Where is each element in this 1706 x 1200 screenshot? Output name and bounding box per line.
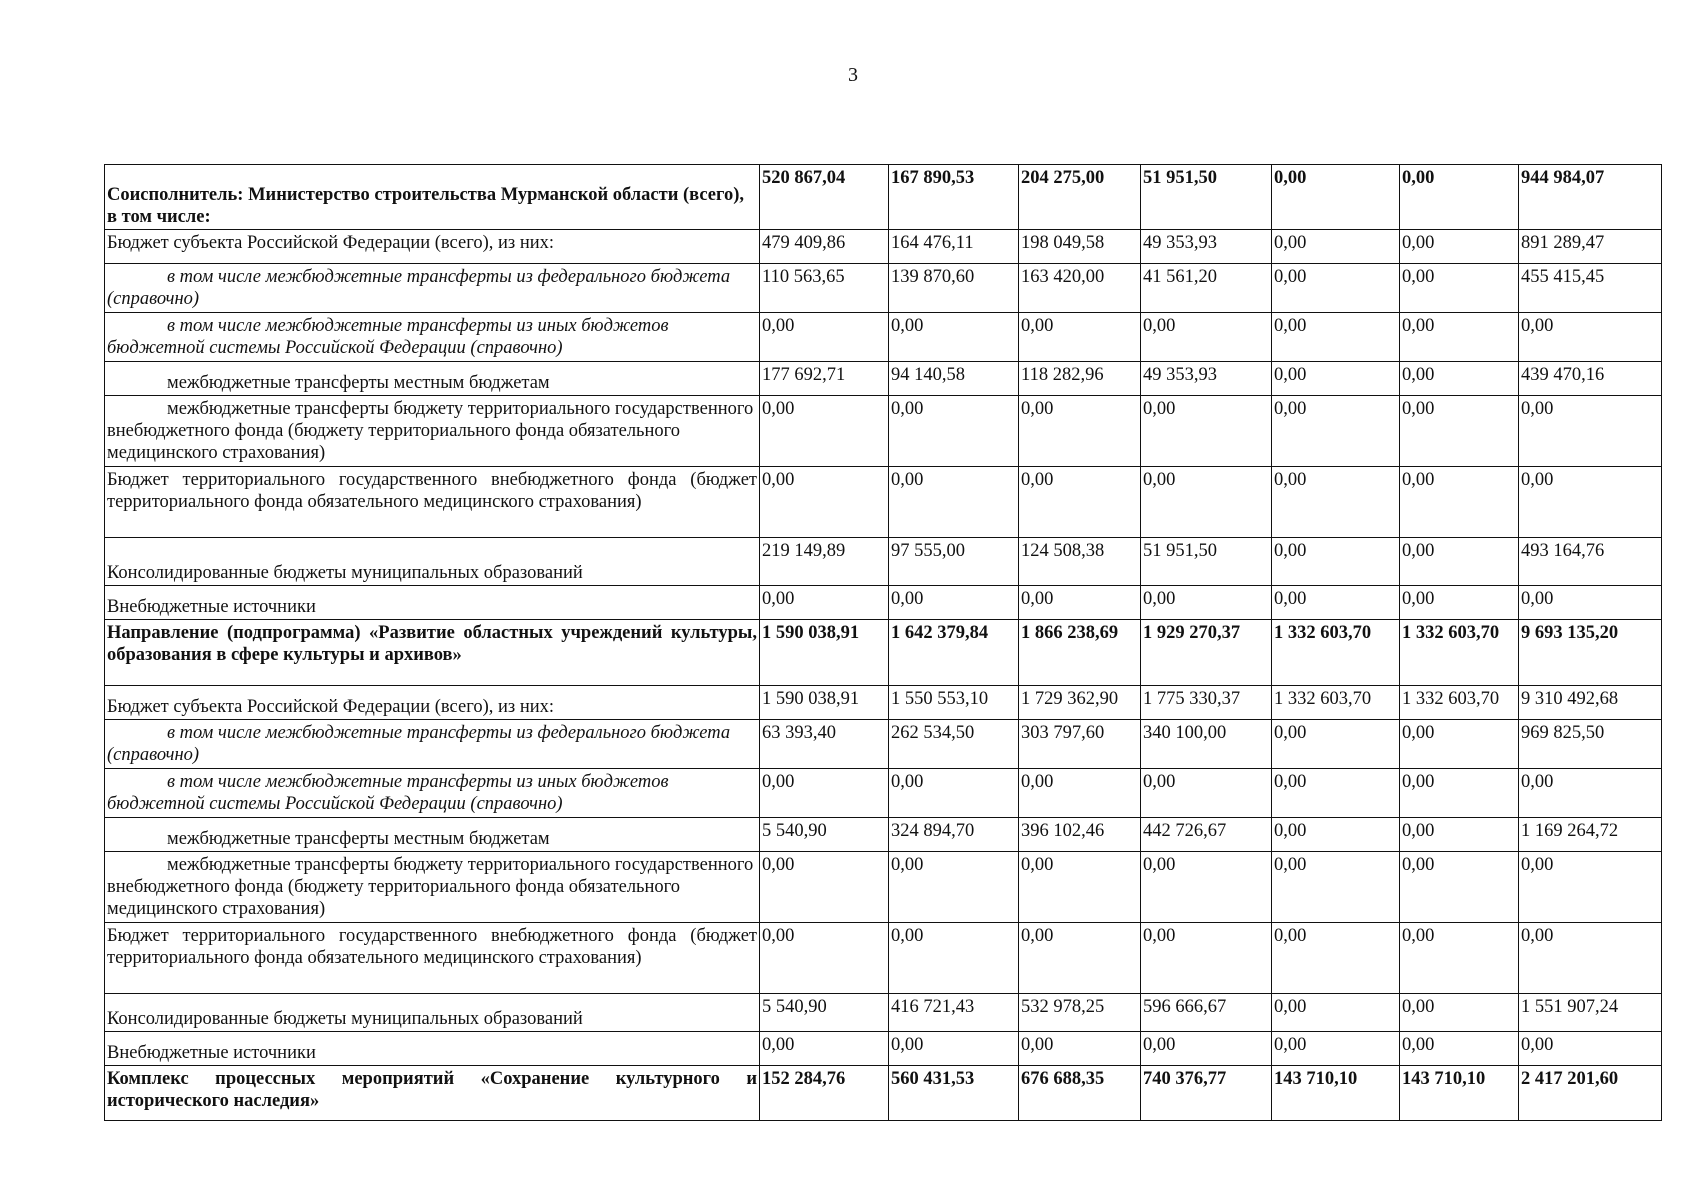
- value-cell: 204 275,00: [1019, 165, 1141, 230]
- value-cell: 0,00: [1019, 313, 1141, 362]
- value-cell: 0,00: [1272, 230, 1400, 264]
- value-cell: 0,00: [1400, 467, 1519, 538]
- value-cell: 0,00: [1400, 264, 1519, 313]
- row-label: Внебюджетные источники: [105, 1032, 760, 1066]
- value-cell: 0,00: [1400, 538, 1519, 586]
- row-label: Бюджет субъекта Российской Федерации (всего), из них:: [105, 686, 760, 720]
- value-cell: 0,00: [1400, 720, 1519, 769]
- value-cell: 49 353,93: [1141, 230, 1272, 264]
- value-cell: 303 797,60: [1019, 720, 1141, 769]
- value-cell: 139 870,60: [889, 264, 1019, 313]
- value-cell: 5 540,90: [760, 818, 889, 852]
- value-cell: 0,00: [1272, 923, 1400, 994]
- value-cell: 0,00: [1519, 467, 1662, 538]
- value-cell: 0,00: [760, 923, 889, 994]
- value-cell: 442 726,67: [1141, 818, 1272, 852]
- value-cell: 0,00: [889, 396, 1019, 467]
- table-row: [105, 1032, 1662, 1066]
- value-cell: 0,00: [1400, 165, 1519, 230]
- value-cell: 0,00: [1019, 586, 1141, 620]
- table-row: [105, 769, 1662, 818]
- value-cell: 0,00: [1272, 264, 1400, 313]
- value-cell: 0,00: [1141, 467, 1272, 538]
- row-label: Бюджет территориального государственного внебюджетного фонда (бюджет территориального фонда обязательного медицинского страхования): [105, 467, 760, 538]
- row-label: Соисполнитель: Министерство строительства Мурманской области (всего), в том числе:: [105, 165, 760, 230]
- value-cell: 0,00: [889, 313, 1019, 362]
- table-row: [105, 818, 1662, 852]
- value-cell: 0,00: [1272, 362, 1400, 396]
- row-label: Консолидированные бюджеты муниципальных образований: [105, 994, 760, 1032]
- value-cell: 0,00: [1400, 362, 1519, 396]
- table-row: [105, 165, 1662, 230]
- value-cell: 51 951,50: [1141, 538, 1272, 586]
- value-cell: 1 332 603,70: [1400, 620, 1519, 686]
- value-cell: 891 289,47: [1519, 230, 1662, 264]
- value-cell: 9 310 492,68: [1519, 686, 1662, 720]
- value-cell: 1 550 553,10: [889, 686, 1019, 720]
- value-cell: 0,00: [1019, 769, 1141, 818]
- value-cell: 324 894,70: [889, 818, 1019, 852]
- value-cell: 163 420,00: [1019, 264, 1141, 313]
- value-cell: 9 693 135,20: [1519, 620, 1662, 686]
- value-cell: 0,00: [1141, 852, 1272, 923]
- value-cell: 969 825,50: [1519, 720, 1662, 769]
- value-cell: 0,00: [1141, 1032, 1272, 1066]
- value-cell: 1 169 264,72: [1519, 818, 1662, 852]
- value-cell: 532 978,25: [1019, 994, 1141, 1032]
- row-label: Консолидированные бюджеты муниципальных образований: [105, 538, 760, 586]
- row-label: Внебюджетные источники: [105, 586, 760, 620]
- value-cell: 0,00: [889, 1032, 1019, 1066]
- table-row: [105, 720, 1662, 769]
- value-cell: 164 476,11: [889, 230, 1019, 264]
- value-cell: 219 149,89: [760, 538, 889, 586]
- row-label: межбюджетные трансферты бюджету территориального государственного внебюджетного фонда (бюджету территориального фонда обязательного медицинского страхования): [105, 852, 760, 923]
- value-cell: 0,00: [1400, 313, 1519, 362]
- value-cell: 0,00: [1019, 852, 1141, 923]
- table-row: [105, 538, 1662, 586]
- value-cell: 63 393,40: [760, 720, 889, 769]
- value-cell: 0,00: [1141, 396, 1272, 467]
- value-cell: 2 417 201,60: [1519, 1066, 1662, 1121]
- value-cell: 0,00: [1272, 720, 1400, 769]
- value-cell: 396 102,46: [1019, 818, 1141, 852]
- table-row: [105, 852, 1662, 923]
- value-cell: 0,00: [760, 1032, 889, 1066]
- value-cell: 0,00: [1019, 1032, 1141, 1066]
- row-label: в том числе межбюджетные трансферты из федерального бюджета (справочно): [105, 264, 760, 313]
- value-cell: 0,00: [1272, 586, 1400, 620]
- value-cell: 1 590 038,91: [760, 620, 889, 686]
- value-cell: 0,00: [1519, 313, 1662, 362]
- value-cell: 0,00: [1519, 923, 1662, 994]
- value-cell: 0,00: [1400, 586, 1519, 620]
- value-cell: 560 431,53: [889, 1066, 1019, 1121]
- row-label: в том числе межбюджетные трансферты из иных бюджетов бюджетной системы Российской Федерации (справочно): [105, 769, 760, 818]
- table-row: [105, 362, 1662, 396]
- value-cell: 110 563,65: [760, 264, 889, 313]
- value-cell: 596 666,67: [1141, 994, 1272, 1032]
- value-cell: 0,00: [760, 769, 889, 818]
- table-row: [105, 586, 1662, 620]
- budget-table: [104, 164, 1662, 1121]
- row-label: Направление (подпрограмма) «Развитие областных учреждений культуры, образования в сфере культуры и архивов»: [105, 620, 760, 686]
- row-label: в том числе межбюджетные трансферты из федерального бюджета (справочно): [105, 720, 760, 769]
- value-cell: 49 353,93: [1141, 362, 1272, 396]
- value-cell: 97 555,00: [889, 538, 1019, 586]
- value-cell: 0,00: [1272, 994, 1400, 1032]
- value-cell: 0,00: [760, 852, 889, 923]
- value-cell: 479 409,86: [760, 230, 889, 264]
- value-cell: 0,00: [1519, 1032, 1662, 1066]
- value-cell: 0,00: [1519, 769, 1662, 818]
- value-cell: 0,00: [1272, 396, 1400, 467]
- value-cell: 676 688,35: [1019, 1066, 1141, 1121]
- value-cell: 0,00: [760, 586, 889, 620]
- value-cell: 1 332 603,70: [1272, 620, 1400, 686]
- value-cell: 177 692,71: [760, 362, 889, 396]
- value-cell: 493 164,76: [1519, 538, 1662, 586]
- row-label: в том числе межбюджетные трансферты из иных бюджетов бюджетной системы Российской Федерации (справочно): [105, 313, 760, 362]
- value-cell: 439 470,16: [1519, 362, 1662, 396]
- value-cell: 0,00: [889, 769, 1019, 818]
- value-cell: 0,00: [1141, 313, 1272, 362]
- value-cell: 0,00: [1519, 586, 1662, 620]
- value-cell: 455 415,45: [1519, 264, 1662, 313]
- value-cell: 0,00: [1272, 538, 1400, 586]
- value-cell: 740 376,77: [1141, 1066, 1272, 1121]
- value-cell: 0,00: [1019, 923, 1141, 994]
- value-cell: 0,00: [1272, 1032, 1400, 1066]
- value-cell: 0,00: [889, 852, 1019, 923]
- table-row: [105, 994, 1662, 1032]
- value-cell: 167 890,53: [889, 165, 1019, 230]
- row-label: межбюджетные трансферты бюджету территориального государственного внебюджетного фонда (бюджету территориального фонда обязательного медицинского страхования): [105, 396, 760, 467]
- value-cell: 94 140,58: [889, 362, 1019, 396]
- table-row: [105, 396, 1662, 467]
- value-cell: 1 929 270,37: [1141, 620, 1272, 686]
- value-cell: 0,00: [760, 396, 889, 467]
- value-cell: 0,00: [889, 586, 1019, 620]
- value-cell: 0,00: [1400, 923, 1519, 994]
- value-cell: 0,00: [1400, 769, 1519, 818]
- value-cell: 0,00: [1272, 769, 1400, 818]
- value-cell: 0,00: [1519, 396, 1662, 467]
- table-row: [105, 264, 1662, 313]
- value-cell: 0,00: [1141, 923, 1272, 994]
- row-label: межбюджетные трансферты местным бюджетам: [105, 362, 760, 396]
- value-cell: 0,00: [1019, 396, 1141, 467]
- value-cell: 41 561,20: [1141, 264, 1272, 313]
- value-cell: 5 540,90: [760, 994, 889, 1032]
- value-cell: 0,00: [889, 467, 1019, 538]
- value-cell: 0,00: [1141, 769, 1272, 818]
- value-cell: 152 284,76: [760, 1066, 889, 1121]
- row-label: Бюджет субъекта Российской Федерации (всего), из них:: [105, 230, 760, 264]
- value-cell: 0,00: [1272, 467, 1400, 538]
- value-cell: 1 590 038,91: [760, 686, 889, 720]
- value-cell: 0,00: [1400, 994, 1519, 1032]
- table-row: [105, 230, 1662, 264]
- value-cell: 1 775 330,37: [1141, 686, 1272, 720]
- value-cell: 51 951,50: [1141, 165, 1272, 230]
- budget-table-body: [105, 165, 1662, 1121]
- value-cell: 198 049,58: [1019, 230, 1141, 264]
- value-cell: 0,00: [1019, 467, 1141, 538]
- value-cell: 118 282,96: [1019, 362, 1141, 396]
- value-cell: 520 867,04: [760, 165, 889, 230]
- value-cell: 1 642 379,84: [889, 620, 1019, 686]
- table-row: [105, 686, 1662, 720]
- row-label: Комплекс процессных мероприятий «Сохранение культурного и исторического наследия»: [105, 1066, 760, 1121]
- value-cell: 124 508,38: [1019, 538, 1141, 586]
- value-cell: 0,00: [1400, 396, 1519, 467]
- table-row: [105, 1066, 1662, 1121]
- value-cell: 0,00: [760, 313, 889, 362]
- value-cell: 0,00: [1272, 165, 1400, 230]
- value-cell: 0,00: [1272, 313, 1400, 362]
- value-cell: 1 729 362,90: [1019, 686, 1141, 720]
- value-cell: 0,00: [1400, 852, 1519, 923]
- value-cell: 416 721,43: [889, 994, 1019, 1032]
- value-cell: 1 551 907,24: [1519, 994, 1662, 1032]
- value-cell: 1 332 603,70: [1272, 686, 1400, 720]
- page-number: 3: [848, 64, 858, 86]
- value-cell: 0,00: [1400, 1032, 1519, 1066]
- value-cell: 340 100,00: [1141, 720, 1272, 769]
- row-label: межбюджетные трансферты местным бюджетам: [105, 818, 760, 852]
- table-row: [105, 313, 1662, 362]
- table-row: [105, 467, 1662, 538]
- value-cell: 0,00: [889, 923, 1019, 994]
- value-cell: 0,00: [1400, 818, 1519, 852]
- value-cell: 944 984,07: [1519, 165, 1662, 230]
- value-cell: 1 332 603,70: [1400, 686, 1519, 720]
- value-cell: 1 866 238,69: [1019, 620, 1141, 686]
- value-cell: 143 710,10: [1400, 1066, 1519, 1121]
- table-row: [105, 923, 1662, 994]
- value-cell: 0,00: [1400, 230, 1519, 264]
- value-cell: 0,00: [1519, 852, 1662, 923]
- value-cell: 143 710,10: [1272, 1066, 1400, 1121]
- row-label: Бюджет территориального государственного внебюджетного фонда (бюджет территориального фонда обязательного медицинского страхования): [105, 923, 760, 994]
- value-cell: 0,00: [1272, 852, 1400, 923]
- table-row: [105, 620, 1662, 686]
- value-cell: 0,00: [1272, 818, 1400, 852]
- value-cell: 0,00: [760, 467, 889, 538]
- value-cell: 262 534,50: [889, 720, 1019, 769]
- value-cell: 0,00: [1141, 586, 1272, 620]
